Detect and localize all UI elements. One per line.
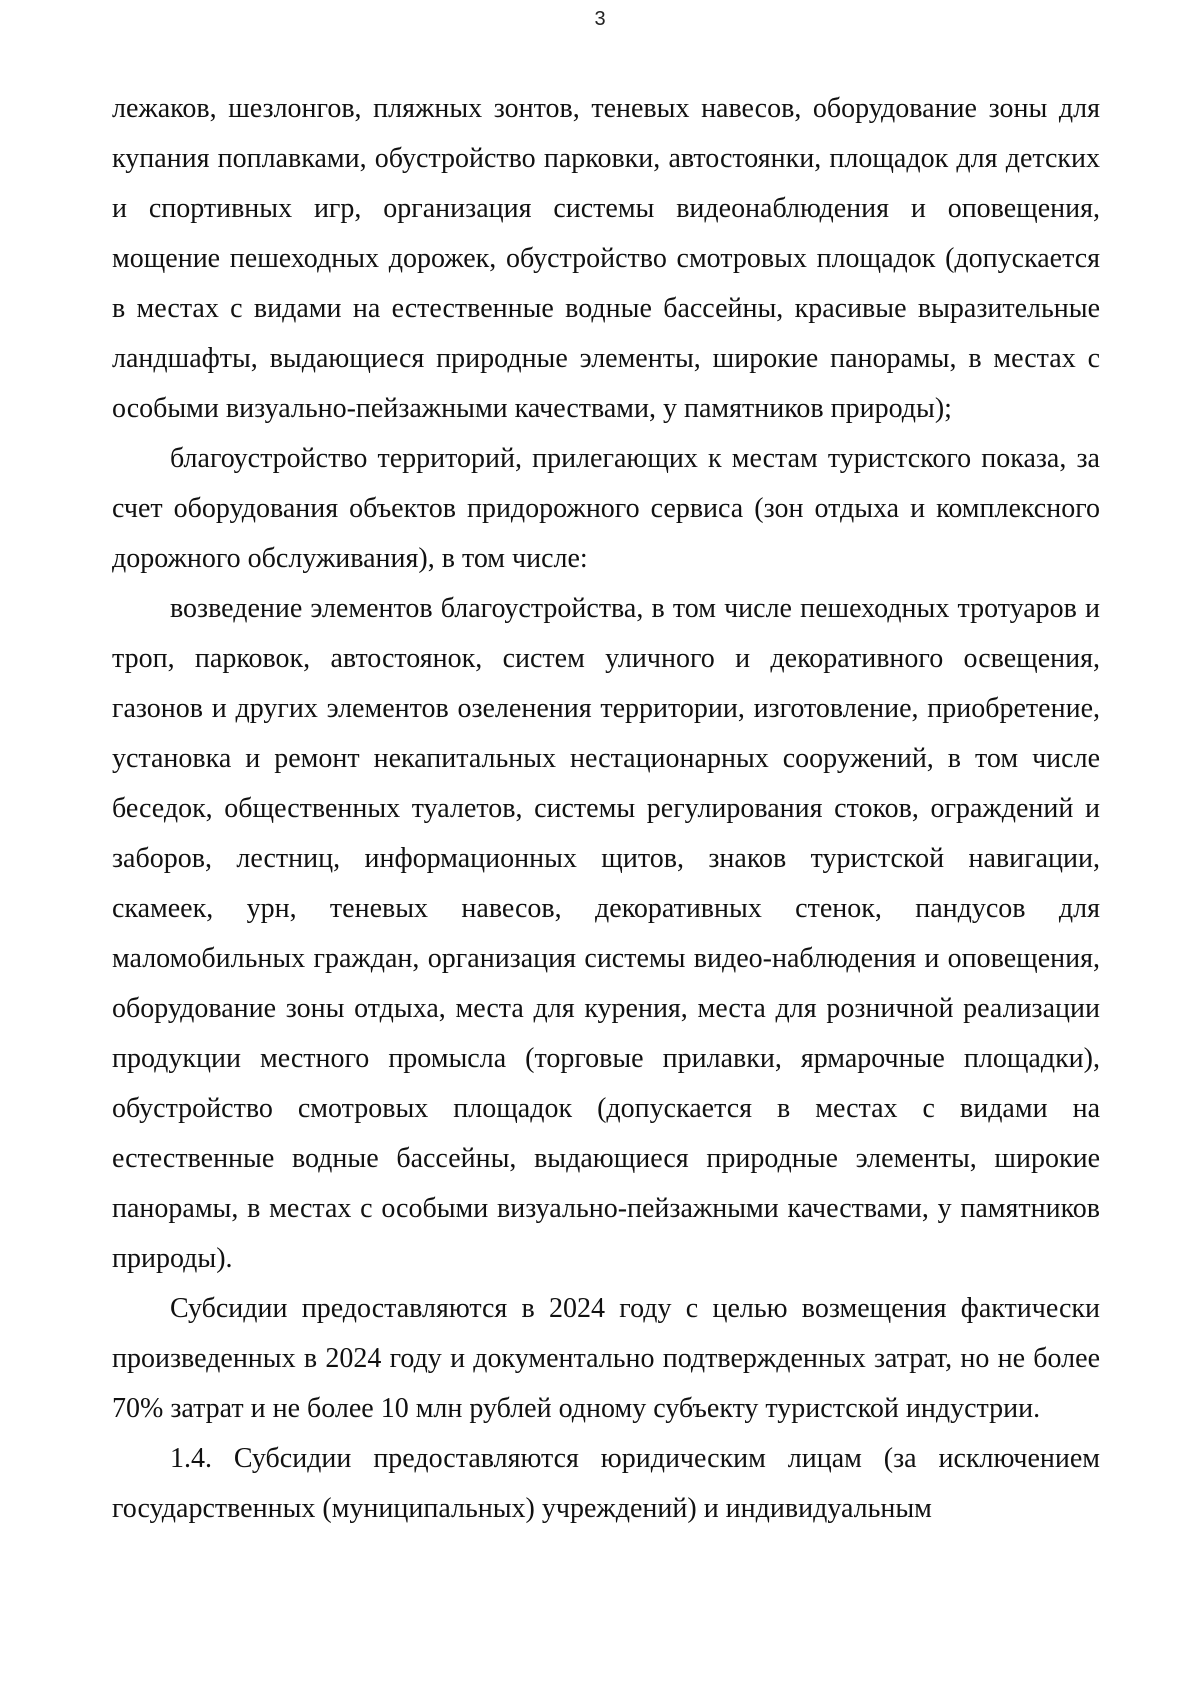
paragraph-territory-improvement: благоустройство территорий, прилегающих к местам туристского показа, за счет оборудования объектов придорожного сервиса (зон отдыха и комплексного дорожного обслуживания), в том числе:	[112, 443, 1100, 574]
paragraph-subsidy-terms: Субсидии предоставляются в 2024 году с целью возмещения фактически произведенных в 2024 году и документально подтвержденных затрат, но не более 70% затрат и не более 10 млн рублей одному субъекту туристской индустрии.	[112, 1293, 1100, 1424]
paragraph-section-1-4: 1.4. Субсидии предоставляются юридическим лицам (за исключением государственных (муниципальных) учреждений) и индивидуальным	[112, 1443, 1100, 1524]
document-body	[112, 84, 1100, 1534]
page-number: 3	[594, 8, 606, 30]
paragraph-improvement-elements: возведение элементов благоустройства, в том числе пешеходных тротуаров и троп, парковок, автостоянок, систем уличного и декоративного освещения, газонов и других элементов озеленения территории, изготовление, приобретение, установка и ремонт некапитальных нестационарных сооружений, в том числе беседок, общественных туалетов, системы регулирования стоков, ограждений и заборов, лестниц, информационных щитов, знаков туристской навигации, скамеек, урн, теневых навесов, декоративных стенок, пандусов для маломобильных граждан, организация системы видео-наблюдения и оповещения, оборудование зоны отдыха, места для курения, места для розничной реализации продукции местного промысла (торговые прилавки, ярмарочные площадки), обустройство смотровых площадок (допускается в местах с видами на естественные водные бассейны, выдающиеся природные элементы, широкие панорамы, в местах с особыми визуально-пейзажными качествами, у памятников природы).	[112, 593, 1100, 1274]
paragraph-beach-equipment: лежаков, шезлонгов, пляжных зонтов, теневых навесов, оборудование зоны для купания поплавками, обустройство парковки, автостоянки, площадок для детских и спортивных игр, организация системы видеонаблюдения и оповещения, мощение пешеходных дорожек, обустройство смотровых площадок (допускается в местах с видами на естественные водные бассейны, красивые выразительные ландшафты, выдающиеся природные элементы, широкие панорамы, в местах с особыми визуально-пейзажными качествами, у памятников природы);	[112, 93, 1100, 424]
